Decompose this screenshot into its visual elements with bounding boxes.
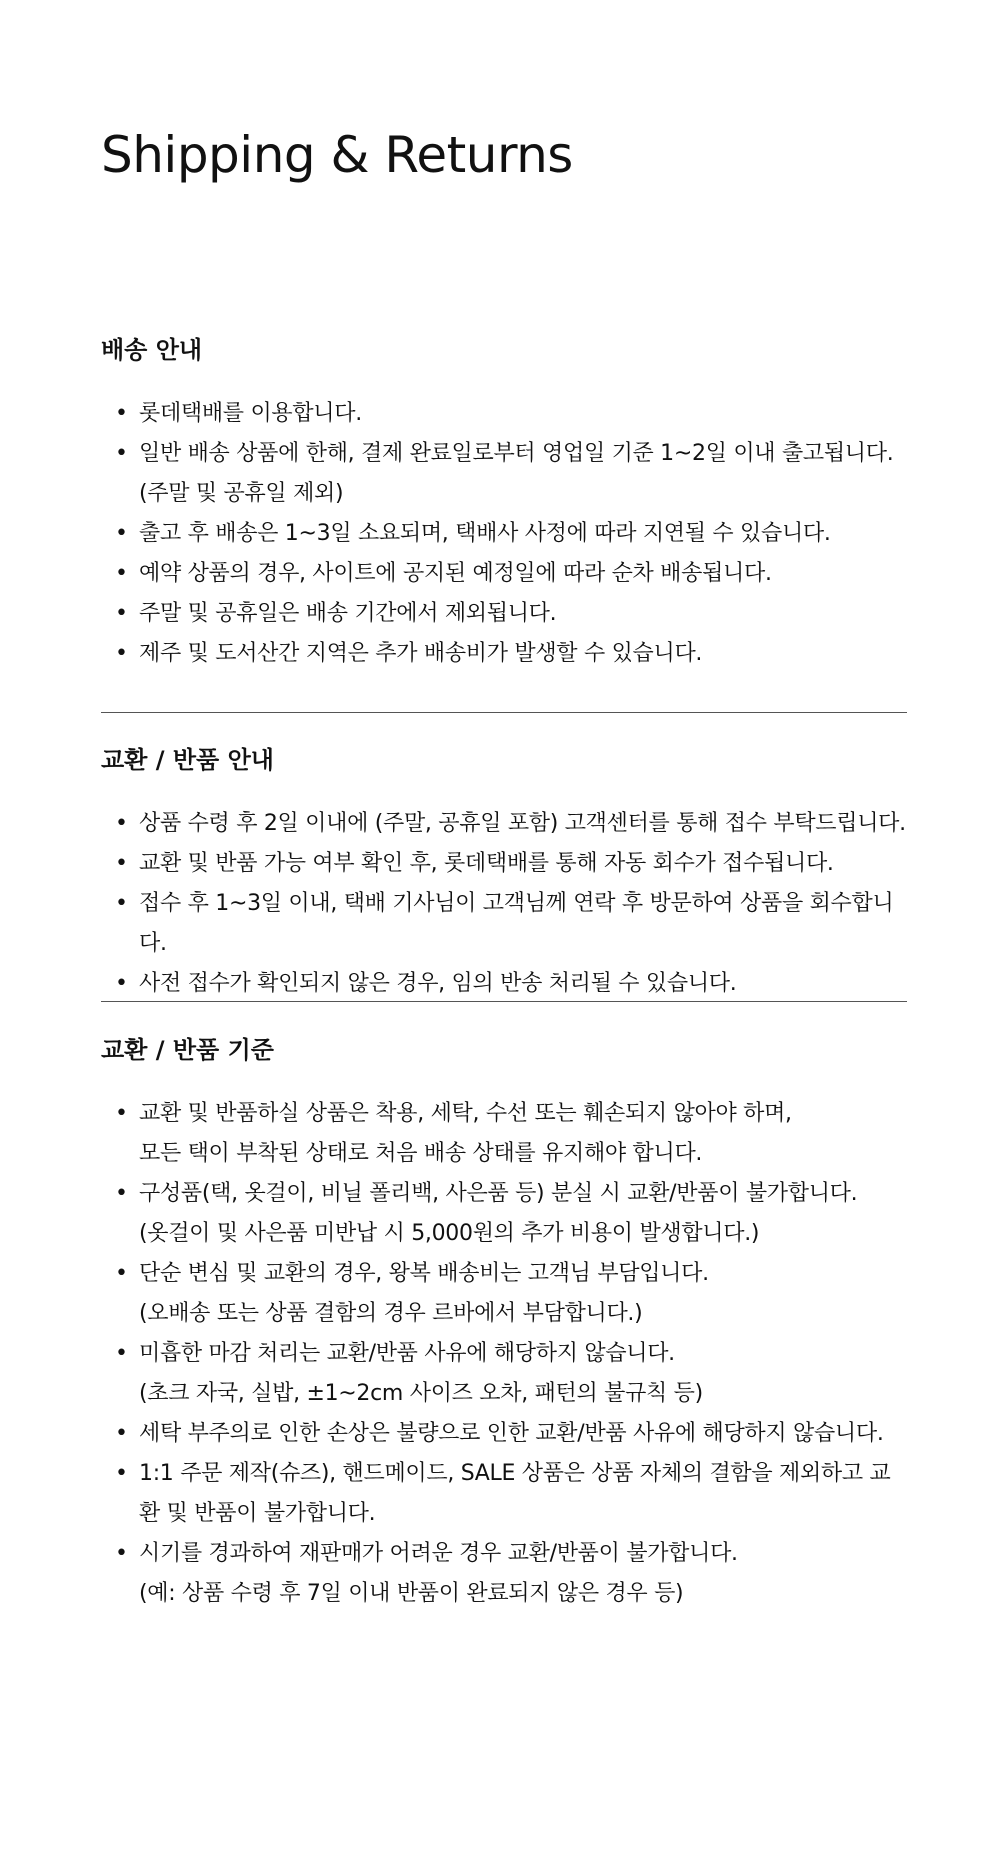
- section-divider: [101, 712, 907, 713]
- list-item-text: 접수 후 1~3일 이내, 택배 기사님이 고객님께 연락 후 방문하여 상품을 회수합니다.: [139, 891, 894, 956]
- list-item-text: 주말 및 공휴일은 배송 기간에서 제외됩니다.: [139, 601, 557, 626]
- list-item: [101, 884, 907, 964]
- list-item: [101, 554, 907, 594]
- list-item: [101, 514, 907, 554]
- bullet-icon: •: [115, 601, 128, 626]
- bullet-icon: •: [115, 811, 128, 836]
- bullet-icon: •: [115, 1461, 128, 1486]
- bullet-icon: •: [115, 641, 128, 666]
- list-item-note: 모든 택이 부착된 상태로 처음 배송 상태를 유지해야 합니다.: [139, 1141, 703, 1166]
- section-exchange-return-criteria: [101, 1032, 907, 1614]
- list-item: [101, 1414, 907, 1454]
- bullet-icon: •: [115, 1101, 128, 1126]
- list-item: [101, 394, 907, 434]
- list-item: [101, 434, 907, 514]
- section-divider: [101, 1001, 907, 1002]
- bullet-icon: •: [115, 521, 128, 546]
- bullet-icon: •: [115, 1341, 128, 1366]
- section-shipping-info: [101, 332, 907, 674]
- list-item: [101, 964, 907, 1004]
- list-item: [101, 1454, 907, 1534]
- bullet-icon: •: [115, 441, 128, 466]
- list-item-text: 세탁 부주의로 인한 손상은 불량으로 인한 교환/반품 사유에 해당하지 않습니다.: [139, 1421, 884, 1446]
- list-item: [101, 1534, 907, 1614]
- section-heading: 교환 / 반품 기준: [101, 1036, 274, 1064]
- list-item-text: 구성품(택, 옷걸이, 비닐 폴리백, 사은품 등) 분실 시 교환/반품이 불가합니다.: [139, 1181, 858, 1206]
- list-item-text: 단순 변심 및 교환의 경우, 왕복 배송비는 고객님 부담입니다.: [139, 1261, 709, 1286]
- bullet-icon: •: [115, 1541, 128, 1566]
- section-exchange-return-info: [101, 742, 907, 1004]
- list-item: [101, 1334, 907, 1414]
- list-item-text: 1:1 주문 제작(슈즈), 핸드메이드, SALE 상품은 상품 자체의 결함을 제외하고 교: [139, 1461, 891, 1486]
- section-heading: 배송 안내: [101, 336, 203, 364]
- bullet-icon: •: [115, 851, 128, 876]
- list-item-note: (초크 자국, 실밥, ±1~2cm 사이즈 오차, 패턴의 불규칙 등): [139, 1381, 703, 1406]
- shipping-info-list: [101, 394, 907, 674]
- list-item: [101, 1174, 907, 1254]
- list-item-text: 롯데택배를 이용합니다.: [139, 401, 362, 426]
- list-item-note: (옷걸이 및 사은품 미반납 시 5,000원의 추가 비용이 발생합니다.): [139, 1221, 760, 1246]
- list-item-text: 시기를 경과하여 재판매가 어려운 경우 교환/반품이 불가합니다.: [139, 1541, 738, 1566]
- bullet-icon: •: [115, 891, 128, 916]
- bullet-icon: •: [115, 1421, 128, 1446]
- bullet-icon: •: [115, 1261, 128, 1286]
- list-item: [101, 844, 907, 884]
- bullet-icon: •: [115, 971, 128, 996]
- list-item-note: (주말 및 공휴일 제외): [139, 481, 344, 506]
- list-item: [101, 1094, 907, 1174]
- list-item-text: 교환 및 반품 가능 여부 확인 후, 롯데택배를 통해 자동 회수가 접수됩니다.: [139, 851, 834, 876]
- list-item: [101, 634, 907, 674]
- list-item: [101, 804, 907, 844]
- bullet-icon: •: [115, 401, 128, 426]
- list-item-text: 상품 수령 후 2일 이내에 (주말, 공휴일 포함) 고객센터를 통해 접수 부탁드립니다.: [139, 811, 906, 836]
- list-item-text: 출고 후 배송은 1~3일 소요되며, 택배사 사정에 따라 지연될 수 있습니다.: [139, 521, 831, 546]
- exchange-return-criteria-list: [101, 1094, 907, 1614]
- list-item: [101, 594, 907, 634]
- list-item-note: (오배송 또는 상품 결함의 경우 르바에서 부담합니다.): [139, 1301, 643, 1326]
- bullet-icon: •: [115, 561, 128, 586]
- page-title: Shipping & Returns: [101, 126, 573, 184]
- list-item-text: 교환 및 반품하실 상품은 착용, 세탁, 수선 또는 훼손되지 않아야 하며,: [139, 1101, 792, 1126]
- list-item-text: 제주 및 도서산간 지역은 추가 배송비가 발생할 수 있습니다.: [139, 641, 703, 666]
- list-item-text: 사전 접수가 확인되지 않은 경우, 임의 반송 처리될 수 있습니다.: [139, 971, 737, 996]
- list-item-note: (예: 상품 수령 후 7일 이내 반품이 완료되지 않은 경우 등): [139, 1581, 684, 1606]
- bullet-icon: •: [115, 1181, 128, 1206]
- list-item-note: 환 및 반품이 불가합니다.: [139, 1501, 376, 1526]
- list-item: [101, 1254, 907, 1334]
- list-item-text: 미흡한 마감 처리는 교환/반품 사유에 해당하지 않습니다.: [139, 1341, 675, 1366]
- exchange-return-info-list: [101, 804, 907, 1004]
- list-item-text: 예약 상품의 경우, 사이트에 공지된 예정일에 따라 순차 배송됩니다.: [139, 561, 772, 586]
- section-heading: 교환 / 반품 안내: [101, 746, 274, 774]
- list-item-text: 일반 배송 상품에 한해, 결제 완료일로부터 영업일 기준 1~2일 이내 출고됩니다.: [139, 441, 894, 466]
